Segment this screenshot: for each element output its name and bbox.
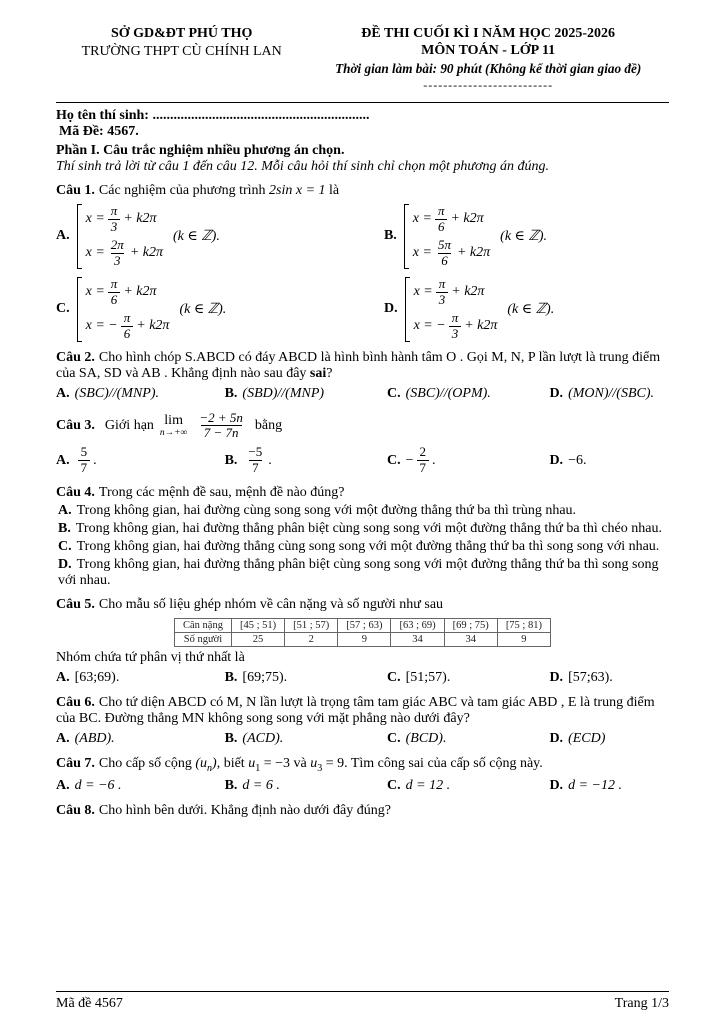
question-5-text: Cho mẫu số liệu ghép nhóm về cân nặng và số người như sau bbox=[98, 597, 444, 613]
cases-bracket-group bbox=[404, 204, 490, 269]
option-key: B. bbox=[224, 670, 238, 686]
table-cell: [51 ; 57) bbox=[285, 619, 338, 633]
cases-bracket-group bbox=[405, 277, 498, 342]
q4-option-d bbox=[56, 557, 669, 589]
option-tail: . bbox=[268, 452, 272, 468]
option-key: B. bbox=[383, 228, 397, 244]
option-text: d = 6 . bbox=[242, 778, 280, 794]
fraction-denominator: 6 bbox=[435, 219, 448, 235]
fraction-numerator: 2 bbox=[419, 444, 427, 460]
question-2 bbox=[56, 350, 669, 403]
question-7 bbox=[56, 756, 669, 795]
math-post: + k2π bbox=[129, 245, 163, 261]
q5-option-d bbox=[549, 669, 669, 687]
option-text: −6. bbox=[568, 452, 587, 468]
option-key: D. bbox=[383, 301, 398, 317]
fraction-denominator: 3 bbox=[436, 292, 449, 308]
department-name: SỞ GD&ĐT PHÚ THỌ bbox=[110, 26, 253, 41]
question-6-text: Cho tứ diện ABCD có M, N lần lượt là trọng tâm tam giác ABC và tam giác ABD , E là trung điểm của BC. Đường thẳng MN không song song với mặt phẳng nào dưới đây? bbox=[56, 695, 655, 727]
question-1-suffix: là bbox=[329, 183, 340, 198]
table-cell: 9 bbox=[338, 633, 391, 647]
option-text: (SBD)//(MNP) bbox=[242, 385, 325, 401]
option-key: B. bbox=[58, 521, 71, 537]
option-text: Trong không gian, hai đường cùng song song với một đường thẳng thứ ba thì trùng nhau. bbox=[76, 503, 577, 519]
math-post: + k2π bbox=[136, 318, 170, 334]
option-key: C. bbox=[387, 452, 401, 468]
math-pre: x = bbox=[85, 245, 105, 261]
question-6-options bbox=[56, 730, 669, 748]
table-cell: 9 bbox=[497, 633, 550, 647]
footer-page-number: Trang 1/3 bbox=[614, 996, 669, 1011]
option-key: B. bbox=[224, 452, 238, 468]
option-key: A. bbox=[56, 385, 70, 401]
fraction-numerator: −2 + 5n bbox=[199, 409, 243, 425]
q7-text: = 9. Tìm công sai của cấp số cộng này. bbox=[322, 756, 543, 772]
option-text: Trong không gian, hai đường thẳng phân biệt cùng song song với một đường thẳng thứ ba thì song song với nhau. bbox=[58, 557, 659, 589]
math-pre: x = bbox=[412, 245, 432, 261]
option-key: A. bbox=[56, 670, 70, 686]
cases-bracket-group bbox=[77, 277, 170, 342]
q6-option-c bbox=[387, 730, 549, 748]
q6-option-a bbox=[56, 730, 225, 748]
table-header-cell: Số người bbox=[175, 633, 232, 647]
question-4 bbox=[56, 485, 669, 589]
option-text: (BCD). bbox=[405, 731, 447, 747]
math-pre: x = bbox=[413, 284, 433, 300]
question-4-label: Câu 4. bbox=[56, 485, 95, 501]
question-3-post: bằng bbox=[254, 417, 283, 433]
math-post: + k2π bbox=[464, 318, 498, 334]
q7-text: Cho cấp số cộng bbox=[98, 756, 196, 772]
option-text: Trong không gian, hai đường thẳng cùng song song với một đường thẳng thứ ba thì song song với nhau. bbox=[76, 539, 660, 555]
fraction-numerator: π bbox=[110, 275, 118, 291]
header-right bbox=[307, 26, 669, 93]
q7-option-d bbox=[549, 777, 669, 795]
option-text: [57;63). bbox=[568, 670, 613, 686]
table-cell: 25 bbox=[231, 633, 284, 647]
option-key: A. bbox=[56, 731, 70, 747]
fraction bbox=[108, 204, 121, 235]
option-key: A. bbox=[56, 228, 70, 244]
lim-subscript: n→+∞ bbox=[159, 427, 188, 438]
math-pre: x = bbox=[85, 211, 105, 227]
left-bracket bbox=[404, 204, 409, 269]
student-name-label: Họ tên thí sinh: .............................................................. bbox=[56, 108, 370, 123]
q7-un-open: (u bbox=[195, 756, 208, 772]
q1-option-c bbox=[56, 277, 384, 342]
fraction bbox=[108, 277, 121, 308]
q1-option-d bbox=[384, 277, 669, 342]
option-text: Trong không gian, hai đường thẳng phân biệt cùng song song với một đường thẳng thứ ba thì chéo nhau. bbox=[75, 521, 662, 537]
question-5-label: Câu 5. bbox=[56, 597, 95, 613]
question-8-label: Câu 8. bbox=[56, 803, 95, 819]
fraction bbox=[435, 204, 448, 235]
question-2-label: Câu 2. bbox=[56, 349, 95, 365]
question-5-subtext: Nhóm chứa tứ phân vị thứ nhất là bbox=[56, 650, 245, 666]
option-key: C. bbox=[387, 731, 401, 747]
option-key: D. bbox=[549, 385, 564, 401]
fraction bbox=[78, 445, 91, 476]
table-cell: [57 ; 63) bbox=[338, 619, 391, 633]
q7-option-b bbox=[225, 777, 387, 795]
fraction bbox=[449, 311, 462, 342]
table-cell: 2 bbox=[285, 633, 338, 647]
q3-option-a bbox=[56, 444, 225, 477]
q7-text: , biết bbox=[216, 756, 249, 772]
question-7-label: Câu 7. bbox=[56, 756, 95, 772]
q2-option-a bbox=[56, 385, 225, 403]
option-key: A. bbox=[56, 778, 70, 794]
question-3-pre: Giới hạn bbox=[104, 417, 154, 433]
fraction-numerator: π bbox=[438, 275, 446, 291]
minus-sign: − bbox=[405, 452, 414, 468]
question-3-head bbox=[56, 411, 669, 442]
q5-option-a bbox=[56, 669, 225, 687]
q3-option-c bbox=[387, 444, 549, 477]
fraction bbox=[417, 445, 430, 476]
q7-text: = −3 và bbox=[260, 756, 311, 772]
emphasized-word: sai bbox=[309, 365, 327, 381]
option-key: B. bbox=[224, 385, 238, 401]
q5-option-b bbox=[225, 669, 387, 687]
fraction-numerator: −5 bbox=[248, 444, 263, 460]
q7-u3: u bbox=[310, 756, 318, 772]
q6-option-b bbox=[225, 730, 387, 748]
option-text: [51;57). bbox=[405, 670, 451, 686]
k-integer-note: (k ∈ ℤ). bbox=[179, 301, 227, 317]
fraction bbox=[435, 238, 454, 269]
table-row bbox=[175, 633, 551, 647]
limit-fraction bbox=[196, 411, 246, 442]
part1-subtitle: Thí sinh trả lời từ câu 1 đến câu 12. Mỗi câu hỏi thí sinh chỉ chọn một phương án đúng. bbox=[56, 159, 549, 174]
math-pre: x = − bbox=[413, 318, 446, 334]
question-1-label: Câu 1. bbox=[56, 183, 95, 198]
header-left bbox=[56, 26, 307, 93]
question-7-head bbox=[56, 756, 669, 774]
question-3-options bbox=[56, 444, 669, 477]
option-tail: . bbox=[93, 452, 97, 468]
header bbox=[56, 26, 669, 93]
table-cell: 34 bbox=[444, 633, 497, 647]
option-text: (SBC)//(MNP). bbox=[74, 385, 159, 401]
option-key: C. bbox=[387, 385, 401, 401]
math-pre: x = − bbox=[85, 318, 118, 334]
option-key: C. bbox=[387, 670, 401, 686]
q4-option-c bbox=[56, 539, 669, 555]
exam-title: ĐỀ THI CUỐI KÌ I NĂM HỌC 2025-2026 bbox=[361, 26, 615, 41]
option-text: (ABD). bbox=[74, 731, 115, 747]
option-text: d = −12 . bbox=[568, 778, 622, 794]
option-key: A. bbox=[56, 452, 70, 468]
option-text: [63;69). bbox=[74, 670, 120, 686]
fraction-denominator: 6 bbox=[108, 292, 121, 308]
fraction-denominator: 7 bbox=[78, 460, 91, 476]
table-header-cell: Cân nặng bbox=[175, 619, 232, 633]
table-cell: [75 ; 81) bbox=[497, 619, 550, 633]
cases-bracket-group bbox=[77, 204, 163, 269]
option-key: D. bbox=[549, 670, 564, 686]
limit-operator bbox=[160, 414, 187, 439]
fraction-numerator: π bbox=[451, 309, 459, 325]
q4-option-a bbox=[56, 503, 669, 519]
q7-u1: u bbox=[248, 756, 256, 772]
question-1-options bbox=[56, 204, 669, 342]
question-5 bbox=[56, 597, 669, 687]
math-pre: x = bbox=[85, 284, 105, 300]
divider-dashes: -------------------------- bbox=[423, 78, 554, 92]
fraction-numerator: 5 bbox=[80, 444, 88, 460]
q5-option-c bbox=[387, 669, 549, 687]
fraction-denominator: 6 bbox=[438, 253, 451, 269]
math-post: + k2π bbox=[451, 284, 485, 300]
fraction-denominator: 3 bbox=[111, 253, 124, 269]
question-2-options bbox=[56, 385, 669, 403]
left-bracket bbox=[77, 204, 82, 269]
table-cell: [45 ; 51) bbox=[231, 619, 284, 633]
question-5-head bbox=[56, 597, 669, 613]
math-pre: x = bbox=[412, 211, 432, 227]
table-row bbox=[175, 619, 551, 633]
option-key: D. bbox=[549, 452, 564, 468]
option-key: A. bbox=[58, 503, 72, 519]
question-1-head bbox=[56, 183, 669, 199]
math-post: + k2π bbox=[450, 211, 484, 227]
exam-duration: Thời gian làm bài: 90 phút (Không kể thời gian giao đề) bbox=[335, 61, 642, 76]
q2-option-d bbox=[549, 385, 669, 403]
exam-code-label: Mã Đề: 4567. bbox=[59, 124, 139, 139]
exam-subject: MÔN TOÁN - LỚP 11 bbox=[421, 43, 556, 58]
question-2-text bbox=[56, 350, 669, 382]
part1-title: Phần I. Câu trắc nghiệm nhiều phương án chọn. bbox=[56, 143, 345, 158]
q2-option-c bbox=[387, 385, 549, 403]
math-post: + k2π bbox=[456, 245, 491, 261]
option-key: C. bbox=[56, 301, 70, 317]
option-text: (ACD). bbox=[242, 731, 284, 747]
k-integer-note: (k ∈ ℤ). bbox=[507, 301, 555, 317]
question-1-text: Các nghiệm của phương trình bbox=[98, 183, 266, 198]
math-post: + k2π bbox=[123, 284, 157, 300]
q3-option-b bbox=[225, 444, 387, 477]
k-integer-note: (k ∈ ℤ). bbox=[500, 228, 547, 244]
option-key: B. bbox=[224, 778, 238, 794]
option-text: (ECD) bbox=[568, 731, 606, 747]
lim-word: lim bbox=[164, 412, 183, 428]
subscript-n: n bbox=[207, 763, 213, 775]
table-cell: [69 ; 75) bbox=[444, 619, 497, 633]
fraction-denominator: 7 bbox=[417, 460, 430, 476]
option-key: D. bbox=[549, 731, 564, 747]
fraction bbox=[245, 445, 265, 476]
option-key: C. bbox=[58, 539, 72, 555]
question-2-body: Cho hình chóp S.ABCD có đáy ABCD là hình bình hành tâm O . Gọi M, N, P lần lượt là trung điểm của SA, SD và AB . Khẳng định nào sau đây bbox=[56, 349, 661, 381]
q1-option-a bbox=[56, 204, 384, 269]
question-3-label: Câu 3. bbox=[56, 417, 95, 433]
question-6-head bbox=[56, 695, 669, 727]
question-2-tail: ? bbox=[326, 365, 333, 381]
fraction-denominator: 3 bbox=[449, 326, 462, 342]
school-name: TRƯỜNG THPT CÙ CHÍNH LAN bbox=[81, 44, 282, 59]
math-post: + k2π bbox=[123, 211, 157, 227]
question-8-text: Cho hình bên dưới. Khẳng định nào dưới đây đúng? bbox=[98, 803, 391, 819]
question-6-label: Câu 6. bbox=[56, 695, 95, 711]
fraction-numerator: π bbox=[437, 203, 445, 218]
fraction bbox=[108, 238, 127, 269]
table-cell: [63 ; 69) bbox=[391, 619, 444, 633]
question-1-equation: 2sin x = 1 bbox=[269, 183, 326, 198]
option-key: C. bbox=[387, 778, 401, 794]
fraction-numerator: π bbox=[123, 309, 131, 325]
option-key: D. bbox=[549, 778, 564, 794]
q2-option-b bbox=[225, 385, 387, 403]
fraction-denominator: 6 bbox=[121, 326, 134, 342]
q5-frequency-table bbox=[174, 618, 551, 647]
q7-un-close: ) bbox=[212, 756, 217, 772]
option-text: (MON)//(SBC). bbox=[568, 385, 654, 401]
subscript-1: 1 bbox=[255, 763, 261, 775]
question-5-options bbox=[56, 669, 669, 687]
left-bracket bbox=[77, 277, 82, 342]
q7-option-c bbox=[387, 777, 549, 795]
k-integer-note: (k ∈ ℤ). bbox=[173, 228, 220, 244]
option-text: [69;75). bbox=[242, 670, 288, 686]
option-text: d = 12 . bbox=[405, 778, 451, 794]
left-bracket bbox=[405, 277, 410, 342]
question-4-head bbox=[56, 485, 669, 501]
q3-option-d bbox=[549, 452, 669, 470]
student-section bbox=[56, 102, 669, 140]
option-key: D. bbox=[58, 557, 72, 573]
fraction bbox=[121, 311, 134, 342]
subscript-3: 3 bbox=[317, 763, 323, 775]
option-text: (SBC)//(OPM). bbox=[405, 385, 491, 401]
option-text: d = −6 . bbox=[74, 778, 122, 794]
question-3 bbox=[56, 411, 669, 478]
q1-option-b bbox=[384, 204, 669, 269]
footer-exam-code: Mã đề 4567 bbox=[56, 996, 123, 1011]
q7-option-a bbox=[56, 777, 225, 795]
q6-option-d bbox=[549, 730, 669, 748]
question-8-head bbox=[56, 803, 669, 819]
fraction-numerator: 5π bbox=[437, 236, 451, 252]
question-1 bbox=[56, 183, 669, 342]
question-8 bbox=[56, 803, 669, 819]
fraction bbox=[436, 277, 449, 308]
page-footer bbox=[56, 991, 669, 1012]
option-key: B. bbox=[224, 731, 238, 747]
fraction-denominator: 7 − 7n bbox=[201, 425, 242, 441]
fraction-numerator: π bbox=[110, 203, 118, 218]
q4-option-b bbox=[56, 521, 669, 537]
table-cell: 34 bbox=[391, 633, 444, 647]
fraction-denominator: 7 bbox=[249, 460, 262, 476]
question-7-options bbox=[56, 777, 669, 795]
question-6 bbox=[56, 695, 669, 748]
fraction-numerator: 2π bbox=[110, 236, 124, 252]
option-tail: . bbox=[432, 452, 436, 468]
question-4-text: Trong các mệnh đề sau, mệnh đề nào đúng? bbox=[98, 485, 345, 501]
fraction-denominator: 3 bbox=[108, 219, 121, 235]
